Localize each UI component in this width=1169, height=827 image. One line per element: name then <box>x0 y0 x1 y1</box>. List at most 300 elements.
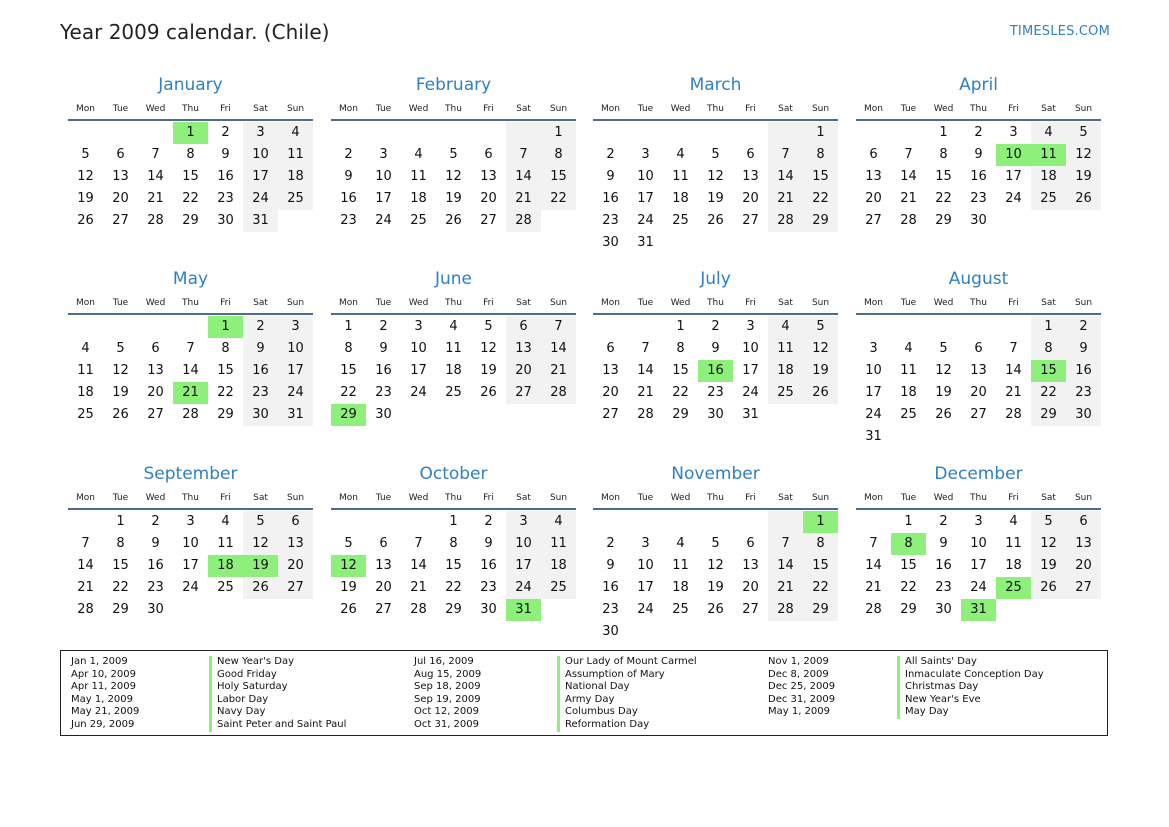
day-cell[interactable]: 12 <box>243 533 278 555</box>
day-cell[interactable]: 16 <box>375 363 392 378</box>
day-cell[interactable]: 6 <box>606 341 615 356</box>
day-cell[interactable]: 23 <box>480 580 497 595</box>
day-cell[interactable]: 24 <box>182 580 199 595</box>
day-cell[interactable]: 20 <box>480 191 497 206</box>
day-cell[interactable]: 9 <box>606 558 615 573</box>
day-cell[interactable]: 27 <box>480 213 497 228</box>
day-cell[interactable]: 4 <box>278 122 313 144</box>
day-cell[interactable]: 12 <box>803 338 838 360</box>
day-cell[interactable]: 10 <box>742 341 759 356</box>
day-cell[interactable]: 28 <box>410 602 427 617</box>
holiday-day-cell[interactable]: 18 <box>208 555 243 577</box>
day-cell[interactable]: 23 <box>217 191 234 206</box>
day-cell[interactable]: 13 <box>480 169 497 184</box>
day-cell[interactable]: 21 <box>865 580 882 595</box>
day-cell[interactable]: 12 <box>480 341 497 356</box>
day-cell[interactable]: 23 <box>935 580 952 595</box>
day-cell[interactable]: 26 <box>935 407 952 422</box>
day-cell[interactable]: 23 <box>1066 382 1101 404</box>
day-cell[interactable]: 2 <box>151 514 160 529</box>
day-cell[interactable]: 10 <box>243 144 278 166</box>
day-cell[interactable]: 20 <box>970 385 987 400</box>
day-cell[interactable]: 29 <box>900 602 917 617</box>
day-cell[interactable]: 15 <box>182 169 199 184</box>
day-cell[interactable]: 5 <box>344 536 353 551</box>
day-cell[interactable]: 22 <box>935 191 952 206</box>
day-cell[interactable]: 22 <box>900 580 917 595</box>
day-cell[interactable]: 3 <box>974 514 983 529</box>
day-cell[interactable]: 15 <box>672 363 689 378</box>
day-cell[interactable]: 25 <box>410 213 427 228</box>
day-cell[interactable]: 25 <box>445 385 462 400</box>
day-cell[interactable]: 28 <box>900 213 917 228</box>
day-cell[interactable]: 4 <box>81 341 90 356</box>
day-cell[interactable]: 27 <box>278 577 313 599</box>
day-cell[interactable]: 16 <box>602 191 619 206</box>
day-cell[interactable]: 13 <box>602 363 619 378</box>
day-cell[interactable]: 7 <box>414 536 423 551</box>
day-cell[interactable]: 20 <box>1066 555 1101 577</box>
day-cell[interactable]: 27 <box>147 407 164 422</box>
day-cell[interactable]: 17 <box>970 558 987 573</box>
day-cell[interactable]: 24 <box>243 188 278 210</box>
day-cell[interactable]: 12 <box>77 169 94 184</box>
day-cell[interactable]: 2 <box>484 514 493 529</box>
day-cell[interactable]: 7 <box>768 144 803 166</box>
day-cell[interactable]: 26 <box>1031 577 1066 599</box>
day-cell[interactable]: 17 <box>637 191 654 206</box>
day-cell[interactable]: 2 <box>344 147 353 162</box>
day-cell[interactable]: 3 <box>414 319 423 334</box>
day-cell[interactable]: 30 <box>243 404 278 426</box>
day-cell[interactable]: 27 <box>602 407 619 422</box>
day-cell[interactable]: 25 <box>541 577 576 599</box>
holiday-day-cell[interactable]: 29 <box>331 404 366 426</box>
day-cell[interactable]: 24 <box>1005 191 1022 206</box>
day-cell[interactable]: 18 <box>900 385 917 400</box>
day-cell[interactable]: 9 <box>1066 338 1101 360</box>
day-cell[interactable]: 29 <box>803 599 838 621</box>
day-cell[interactable]: 27 <box>865 213 882 228</box>
day-cell[interactable]: 22 <box>182 191 199 206</box>
day-cell[interactable]: 28 <box>147 213 164 228</box>
day-cell[interactable]: 12 <box>1066 144 1101 166</box>
day-cell[interactable]: 3 <box>641 147 650 162</box>
day-cell[interactable]: 9 <box>151 536 160 551</box>
day-cell[interactable]: 17 <box>278 360 313 382</box>
day-cell[interactable]: 26 <box>480 385 497 400</box>
day-cell[interactable]: 9 <box>606 169 615 184</box>
day-cell[interactable]: 27 <box>112 213 129 228</box>
day-cell[interactable]: 13 <box>147 363 164 378</box>
day-cell[interactable]: 16 <box>970 169 987 184</box>
day-cell[interactable]: 26 <box>77 213 94 228</box>
day-cell[interactable]: 16 <box>1066 360 1101 382</box>
day-cell[interactable]: 28 <box>182 407 199 422</box>
day-cell[interactable]: 10 <box>410 341 427 356</box>
day-cell[interactable]: 22 <box>340 385 357 400</box>
day-cell[interactable]: 25 <box>77 407 94 422</box>
day-cell[interactable]: 6 <box>379 536 388 551</box>
day-cell[interactable]: 19 <box>707 580 724 595</box>
day-cell[interactable]: 11 <box>900 363 917 378</box>
day-cell[interactable]: 20 <box>865 191 882 206</box>
day-cell[interactable]: 6 <box>116 147 125 162</box>
day-cell[interactable]: 11 <box>77 363 94 378</box>
day-cell[interactable]: 11 <box>217 536 234 551</box>
day-cell[interactable]: 21 <box>506 188 541 210</box>
day-cell[interactable]: 9 <box>221 147 230 162</box>
day-cell[interactable]: 28 <box>768 210 803 232</box>
day-cell[interactable]: 6 <box>869 147 878 162</box>
day-cell[interactable]: 8 <box>344 341 353 356</box>
day-cell[interactable]: 17 <box>243 166 278 188</box>
day-cell[interactable]: 6 <box>506 316 541 338</box>
day-cell[interactable]: 4 <box>904 341 913 356</box>
day-cell[interactable]: 15 <box>112 558 129 573</box>
day-cell[interactable]: 19 <box>77 191 94 206</box>
day-cell[interactable]: 1 <box>803 122 838 144</box>
day-cell[interactable]: 20 <box>742 580 759 595</box>
day-cell[interactable]: 13 <box>375 558 392 573</box>
day-cell[interactable]: 23 <box>147 580 164 595</box>
day-cell[interactable]: 7 <box>506 144 541 166</box>
day-cell[interactable]: 13 <box>742 558 759 573</box>
day-cell[interactable]: 1 <box>344 319 353 334</box>
day-cell[interactable]: 14 <box>182 363 199 378</box>
day-cell[interactable]: 12 <box>707 169 724 184</box>
day-cell[interactable]: 25 <box>672 213 689 228</box>
day-cell[interactable]: 16 <box>147 558 164 573</box>
day-cell[interactable]: 8 <box>186 147 195 162</box>
day-cell[interactable]: 30 <box>707 407 724 422</box>
day-cell[interactable]: 7 <box>641 341 650 356</box>
day-cell[interactable]: 8 <box>221 341 230 356</box>
day-cell[interactable]: 22 <box>1031 382 1066 404</box>
day-cell[interactable]: 24 <box>506 577 541 599</box>
day-cell[interactable]: 14 <box>1005 363 1022 378</box>
day-cell[interactable]: 17 <box>182 558 199 573</box>
day-cell[interactable]: 13 <box>865 169 882 184</box>
day-cell[interactable]: 20 <box>506 360 541 382</box>
day-cell[interactable]: 15 <box>445 558 462 573</box>
day-cell[interactable]: 14 <box>637 363 654 378</box>
day-cell[interactable]: 4 <box>449 319 458 334</box>
day-cell[interactable]: 25 <box>1031 188 1066 210</box>
day-cell[interactable]: 18 <box>1005 558 1022 573</box>
day-cell[interactable]: 23 <box>602 602 619 617</box>
day-cell[interactable]: 11 <box>768 338 803 360</box>
holiday-day-cell[interactable]: 16 <box>698 360 733 382</box>
day-cell[interactable]: 8 <box>541 144 576 166</box>
day-cell[interactable]: 22 <box>112 580 129 595</box>
day-cell[interactable]: 4 <box>414 147 423 162</box>
day-cell[interactable]: 14 <box>900 169 917 184</box>
day-cell[interactable]: 10 <box>182 536 199 551</box>
day-cell[interactable]: 4 <box>1009 514 1018 529</box>
day-cell[interactable]: 28 <box>637 407 654 422</box>
day-cell[interactable]: 17 <box>1005 169 1022 184</box>
day-cell[interactable]: 1 <box>449 514 458 529</box>
day-cell[interactable]: 11 <box>278 144 313 166</box>
day-cell[interactable]: 21 <box>768 577 803 599</box>
day-cell[interactable]: 29 <box>445 602 462 617</box>
day-cell[interactable]: 24 <box>742 385 759 400</box>
day-cell[interactable]: 12 <box>935 363 952 378</box>
day-cell[interactable]: 2 <box>711 319 720 334</box>
day-cell[interactable]: 30 <box>970 213 987 228</box>
day-cell[interactable]: 21 <box>900 191 917 206</box>
day-cell[interactable]: 9 <box>243 338 278 360</box>
day-cell[interactable]: 25 <box>768 382 803 404</box>
day-cell[interactable]: 4 <box>541 511 576 533</box>
day-cell[interactable]: 1 <box>904 514 913 529</box>
day-cell[interactable]: 19 <box>445 191 462 206</box>
day-cell[interactable]: 29 <box>1031 404 1066 426</box>
holiday-day-cell[interactable]: 12 <box>331 555 366 577</box>
day-cell[interactable]: 7 <box>151 147 160 162</box>
day-cell[interactable]: 19 <box>480 363 497 378</box>
day-cell[interactable]: 24 <box>410 385 427 400</box>
day-cell[interactable]: 18 <box>672 191 689 206</box>
day-cell[interactable]: 29 <box>935 213 952 228</box>
holiday-day-cell[interactable]: 25 <box>996 577 1031 599</box>
holiday-day-cell[interactable]: 1 <box>208 316 243 338</box>
day-cell[interactable]: 25 <box>278 188 313 210</box>
day-cell[interactable]: 22 <box>445 580 462 595</box>
day-cell[interactable]: 22 <box>217 385 234 400</box>
day-cell[interactable]: 20 <box>278 555 313 577</box>
day-cell[interactable]: 31 <box>742 407 759 422</box>
day-cell[interactable]: 7 <box>541 316 576 338</box>
day-cell[interactable]: 27 <box>1066 577 1101 599</box>
day-cell[interactable]: 5 <box>449 147 458 162</box>
day-cell[interactable]: 2 <box>221 125 230 140</box>
day-cell[interactable]: 21 <box>410 580 427 595</box>
day-cell[interactable]: 24 <box>375 213 392 228</box>
day-cell[interactable]: 23 <box>375 385 392 400</box>
day-cell[interactable]: 16 <box>935 558 952 573</box>
day-cell[interactable]: 7 <box>1009 341 1018 356</box>
day-cell[interactable]: 26 <box>445 213 462 228</box>
day-cell[interactable]: 15 <box>803 555 838 577</box>
day-cell[interactable]: 30 <box>375 407 392 422</box>
day-cell[interactable]: 13 <box>112 169 129 184</box>
day-cell[interactable]: 14 <box>541 338 576 360</box>
day-cell[interactable]: 25 <box>217 580 234 595</box>
day-cell[interactable]: 6 <box>1066 511 1101 533</box>
day-cell[interactable]: 24 <box>637 213 654 228</box>
day-cell[interactable]: 17 <box>637 580 654 595</box>
day-cell[interactable]: 28 <box>865 602 882 617</box>
day-cell[interactable]: 3 <box>506 511 541 533</box>
day-cell[interactable]: 2 <box>243 316 278 338</box>
day-cell[interactable]: 9 <box>484 536 493 551</box>
holiday-day-cell[interactable]: 31 <box>961 599 996 621</box>
day-cell[interactable]: 3 <box>641 536 650 551</box>
holiday-day-cell[interactable]: 1 <box>173 122 208 144</box>
day-cell[interactable]: 2 <box>1066 316 1101 338</box>
holiday-day-cell[interactable]: 15 <box>1031 360 1066 382</box>
day-cell[interactable]: 31 <box>865 429 882 444</box>
day-cell[interactable]: 3 <box>379 147 388 162</box>
day-cell[interactable]: 4 <box>1031 122 1066 144</box>
day-cell[interactable]: 11 <box>1005 536 1022 551</box>
day-cell[interactable]: 3 <box>1009 125 1018 140</box>
brand-link[interactable]: TIMESLES.COM <box>1009 24 1110 39</box>
day-cell[interactable]: 24 <box>278 382 313 404</box>
day-cell[interactable]: 19 <box>340 580 357 595</box>
day-cell[interactable]: 15 <box>340 363 357 378</box>
day-cell[interactable]: 7 <box>869 536 878 551</box>
day-cell[interactable]: 18 <box>1031 166 1066 188</box>
day-cell[interactable]: 26 <box>340 602 357 617</box>
day-cell[interactable]: 21 <box>147 191 164 206</box>
day-cell[interactable]: 29 <box>112 602 129 617</box>
day-cell[interactable]: 27 <box>742 213 759 228</box>
day-cell[interactable]: 29 <box>182 213 199 228</box>
day-cell[interactable]: 14 <box>865 558 882 573</box>
day-cell[interactable]: 18 <box>77 385 94 400</box>
day-cell[interactable]: 10 <box>637 558 654 573</box>
day-cell[interactable]: 3 <box>243 122 278 144</box>
day-cell[interactable]: 5 <box>939 341 948 356</box>
day-cell[interactable]: 24 <box>865 407 882 422</box>
day-cell[interactable]: 5 <box>243 511 278 533</box>
day-cell[interactable]: 18 <box>445 363 462 378</box>
day-cell[interactable]: 9 <box>939 536 948 551</box>
day-cell[interactable]: 19 <box>112 385 129 400</box>
day-cell[interactable]: 15 <box>217 363 234 378</box>
day-cell[interactable]: 10 <box>970 536 987 551</box>
day-cell[interactable]: 6 <box>974 341 983 356</box>
day-cell[interactable]: 2 <box>974 125 983 140</box>
day-cell[interactable]: 10 <box>278 338 313 360</box>
day-cell[interactable]: 13 <box>278 533 313 555</box>
day-cell[interactable]: 21 <box>637 385 654 400</box>
day-cell[interactable]: 8 <box>939 147 948 162</box>
day-cell[interactable]: 22 <box>541 188 576 210</box>
day-cell[interactable]: 14 <box>768 166 803 188</box>
day-cell[interactable]: 29 <box>217 407 234 422</box>
day-cell[interactable]: 20 <box>147 385 164 400</box>
day-cell[interactable]: 8 <box>803 144 838 166</box>
day-cell[interactable]: 23 <box>707 385 724 400</box>
day-cell[interactable]: 20 <box>112 191 129 206</box>
day-cell[interactable]: 20 <box>742 191 759 206</box>
day-cell[interactable]: 30 <box>602 624 619 639</box>
day-cell[interactable]: 17 <box>506 555 541 577</box>
day-cell[interactable]: 15 <box>900 558 917 573</box>
day-cell[interactable]: 14 <box>506 166 541 188</box>
day-cell[interactable]: 14 <box>768 555 803 577</box>
day-cell[interactable]: 26 <box>1066 188 1101 210</box>
day-cell[interactable]: 17 <box>742 363 759 378</box>
day-cell[interactable]: 13 <box>506 338 541 360</box>
day-cell[interactable]: 31 <box>637 235 654 250</box>
day-cell[interactable]: 26 <box>243 577 278 599</box>
day-cell[interactable]: 11 <box>445 341 462 356</box>
day-cell[interactable]: 6 <box>746 536 755 551</box>
day-cell[interactable]: 1 <box>541 122 576 144</box>
day-cell[interactable]: 27 <box>742 602 759 617</box>
day-cell[interactable]: 21 <box>541 360 576 382</box>
day-cell[interactable]: 16 <box>340 191 357 206</box>
day-cell[interactable]: 5 <box>81 147 90 162</box>
day-cell[interactable]: 7 <box>768 533 803 555</box>
day-cell[interactable]: 17 <box>410 363 427 378</box>
day-cell[interactable]: 9 <box>711 341 720 356</box>
day-cell[interactable]: 13 <box>1066 533 1101 555</box>
day-cell[interactable]: 23 <box>970 191 987 206</box>
day-cell[interactable]: 25 <box>672 602 689 617</box>
day-cell[interactable]: 5 <box>1031 511 1066 533</box>
day-cell[interactable]: 11 <box>541 533 576 555</box>
day-cell[interactable]: 13 <box>742 169 759 184</box>
day-cell[interactable]: 11 <box>410 169 427 184</box>
day-cell[interactable]: 10 <box>375 169 392 184</box>
day-cell[interactable]: 14 <box>410 558 427 573</box>
day-cell[interactable]: 15 <box>803 166 838 188</box>
day-cell[interactable]: 7 <box>904 147 913 162</box>
day-cell[interactable]: 19 <box>707 191 724 206</box>
day-cell[interactable]: 16 <box>480 558 497 573</box>
day-cell[interactable]: 30 <box>1066 404 1101 426</box>
holiday-day-cell[interactable]: 11 <box>1031 144 1066 166</box>
day-cell[interactable]: 20 <box>375 580 392 595</box>
day-cell[interactable]: 28 <box>506 210 541 232</box>
day-cell[interactable]: 28 <box>77 602 94 617</box>
day-cell[interactable]: 19 <box>1031 555 1066 577</box>
day-cell[interactable]: 12 <box>1031 533 1066 555</box>
day-cell[interactable]: 9 <box>974 147 983 162</box>
day-cell[interactable]: 18 <box>541 555 576 577</box>
day-cell[interactable]: 8 <box>1031 338 1066 360</box>
day-cell[interactable]: 23 <box>602 213 619 228</box>
day-cell[interactable]: 10 <box>637 169 654 184</box>
day-cell[interactable]: 20 <box>602 385 619 400</box>
day-cell[interactable]: 3 <box>746 319 755 334</box>
day-cell[interactable]: 1 <box>939 125 948 140</box>
day-cell[interactable]: 4 <box>676 147 685 162</box>
day-cell[interactable]: 18 <box>672 580 689 595</box>
day-cell[interactable]: 19 <box>1066 166 1101 188</box>
day-cell[interactable]: 23 <box>243 382 278 404</box>
day-cell[interactable]: 10 <box>506 533 541 555</box>
holiday-day-cell[interactable]: 10 <box>996 144 1031 166</box>
day-cell[interactable]: 1 <box>676 319 685 334</box>
day-cell[interactable]: 22 <box>803 577 838 599</box>
day-cell[interactable]: 13 <box>970 363 987 378</box>
day-cell[interactable]: 8 <box>116 536 125 551</box>
day-cell[interactable]: 29 <box>672 407 689 422</box>
day-cell[interactable]: 2 <box>939 514 948 529</box>
day-cell[interactable]: 18 <box>768 360 803 382</box>
day-cell[interactable]: 24 <box>970 580 987 595</box>
day-cell[interactable]: 21 <box>77 580 94 595</box>
day-cell[interactable]: 26 <box>112 407 129 422</box>
holiday-day-cell[interactable]: 21 <box>173 382 208 404</box>
day-cell[interactable]: 4 <box>768 316 803 338</box>
day-cell[interactable]: 16 <box>217 169 234 184</box>
day-cell[interactable]: 5 <box>711 536 720 551</box>
day-cell[interactable]: 19 <box>935 385 952 400</box>
day-cell[interactable]: 11 <box>672 169 689 184</box>
day-cell[interactable]: 22 <box>803 188 838 210</box>
day-cell[interactable]: 4 <box>676 536 685 551</box>
day-cell[interactable]: 24 <box>637 602 654 617</box>
day-cell[interactable]: 1 <box>1031 316 1066 338</box>
